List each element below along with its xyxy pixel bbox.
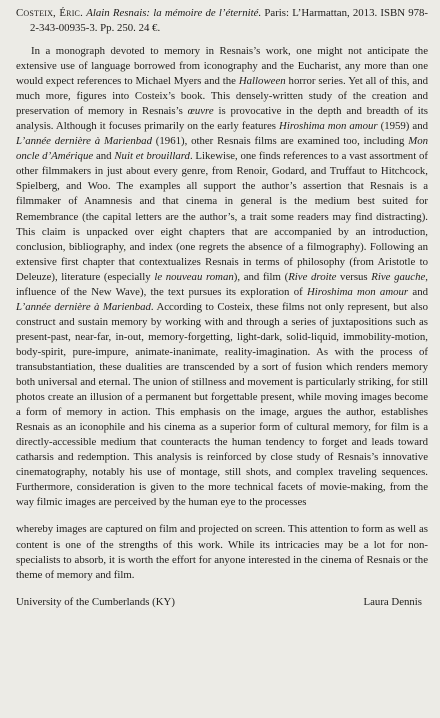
text-run: ), and film ( <box>233 270 289 283</box>
italic-term: œuvre <box>187 105 214 118</box>
text-run: versus <box>336 270 372 283</box>
film-title: Halloween <box>238 75 286 88</box>
review-paragraph-2: whereby images are captured on film and projected on screen. This attention to form as well as content is one of the strengths of this work. While its intricacies may be a lot for non-specialists to absorb, it is worth the effort for anyone interested in the cinema of Resnais or the theme of memory and film. <box>16 523 428 581</box>
text-run: is provocative in the depth and breadth of its analysis. Although it focuses primarily on the early features <box>16 105 428 133</box>
book-citation <box>16 6 428 36</box>
text-run: and <box>93 150 115 163</box>
film-title: Hiroshima mon amour <box>306 285 409 298</box>
film-title: Mon oncle d’Amérique <box>16 135 428 163</box>
text-run: . According to Costeix, these films not only represent, but also construct and sustain memory by working with and through a series of juxtapositions such as present-past, near-far, in-out, memory-forgetting, light-dark, solid-liquid, immobility-motion, body-spirit, pure-impure, animate-inanimate, reality-imagination. As with the process of transubstantiation, these dualities are transcended by a sort of fusion which renders memory both universal and eternal. The union of stillness and movement is particularly striking, for still photos create an illusion of a permanent but forgettable present, while moving images become a form of memory in action. This emphasis on the image, argues the author, establishes Resnais as an iconophile and his cinema as a superior form of cultural memory, for film is a directly-accessible medium that counteracts the human tendency to forget and leads toward catharsis and redemption. This analysis is reinforced by close study of Resnais’s innovative cinematography, notably his use of montage, still shots, and complex traveling sequences. Furthermore, consideration is given to the more technical facets of movie-making, from the way filmic images are perceived by the human eye to the processes <box>16 300 428 509</box>
book-author: Costeix, Éric. <box>16 7 83 19</box>
book-title: Alain Resnais: la mémoire de l’éternité. <box>86 7 262 19</box>
film-title: Hiroshima mon amour <box>279 120 378 133</box>
italic-term: Rive droite <box>288 270 337 283</box>
text-run: In a monograph devoted to memory in Resnais’s work, one might not anticipate the extensive use of language borrowed from iconography and the Eucharist, any more than one would expect references to Michael Myers and the <box>16 45 428 88</box>
reviewer-name: Laura Dennis <box>363 595 422 608</box>
review-signature <box>16 595 428 610</box>
text-run: horror series. Yet all of this, and much more, figures into Costeix’s book. This densely-written study of the creation and preservation of memory in Resnais’s <box>16 75 428 118</box>
text-run: (1959) and <box>377 120 428 133</box>
italic-term: le nouveau roman <box>154 270 234 283</box>
text-run: (1961), other Resnais films are examined too, including <box>151 135 409 148</box>
reviewer-affiliation: University of the Cumberlands (KY) <box>16 595 175 608</box>
film-title: L’année dernière à Marienbad <box>16 135 152 148</box>
text-run: , influence of the New Wave), the text pursues its exploration of <box>16 270 428 298</box>
book-publication-info: Paris: L’Harmattan, 2013. ISBN 978-2-343-00935-3. Pp. 250. 24 €. <box>30 7 429 34</box>
text-run: . Likewise, one finds references to a vast assortment of other filmmakers in just about every genre, from Renoir, Godard, and Truffaut to Hitchcock, Spielberg, and Woo. The examples all support the author’s assertion that Resnais is a filmmaker of Anamnesis and that cinema in general is the medium best suited for Remembrance (the capital letters are the author’s, a trait some readers may find distracting). This claim is unpacked over eight chapters that are accompanied by an introduction, conclusion, bibliography, and index (one regrets the absence of a filmography). Following an extensive first chapter that contextualizes Resnais in terms of philosophy (from Aristotle to Deleuze), literature (especially <box>16 150 428 283</box>
italic-term: Rive gauche <box>371 270 426 283</box>
review-paragraph-1 <box>16 44 428 510</box>
text-run: and <box>408 285 428 298</box>
film-title: Nuit et brouillard <box>114 150 190 163</box>
film-title: L’année dernière à Marienbad <box>16 300 151 313</box>
